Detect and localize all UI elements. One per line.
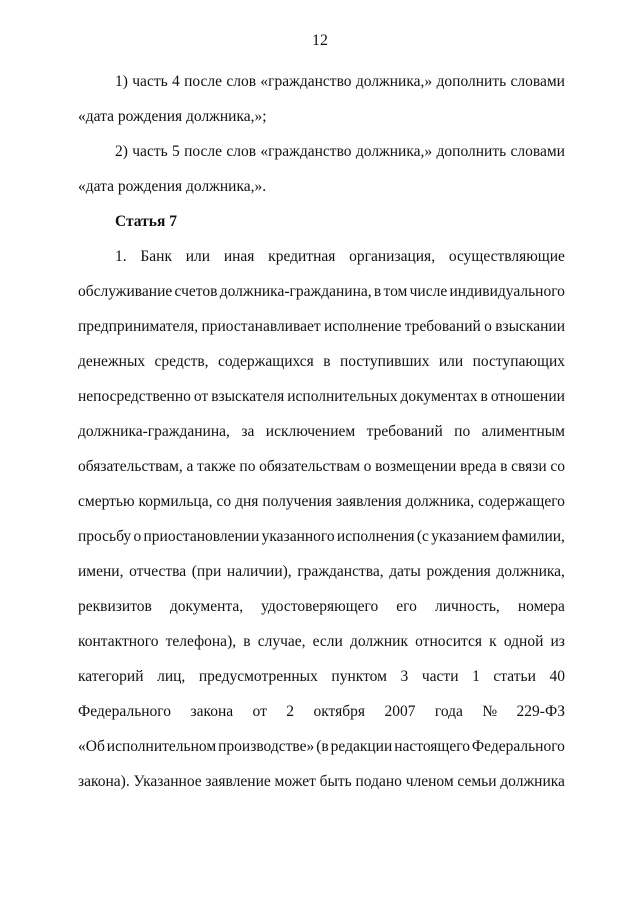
word: предусмотренных [198, 668, 318, 685]
word: документах [400, 388, 478, 405]
word: может [274, 773, 316, 790]
paragraph-line [78, 239, 565, 274]
word: связи [511, 458, 547, 475]
word: индивидуального [449, 283, 565, 300]
word: гражданства, [297, 563, 384, 580]
word: часть [132, 73, 168, 90]
word: 2) [115, 143, 128, 160]
word: слов [226, 73, 257, 90]
word: со [216, 493, 232, 510]
word: исключением [265, 423, 356, 440]
paragraph-line [78, 484, 565, 519]
amendment-item-line [78, 64, 565, 99]
word: кредитная [268, 248, 336, 265]
word: настоящего [394, 738, 470, 755]
word: октября [313, 703, 366, 720]
word: исполнительных [287, 388, 398, 405]
word: после [184, 143, 223, 160]
word: одной [503, 633, 544, 650]
word: 4 [172, 73, 180, 90]
word: о [133, 528, 142, 545]
word: указанием [431, 528, 500, 545]
word: (в [316, 738, 329, 755]
paragraph-line [78, 274, 565, 309]
word: 229-ФЗ [516, 703, 565, 720]
word: должника,» [355, 143, 433, 160]
word: номера [517, 598, 565, 615]
word: о [363, 458, 372, 475]
word: содержащего [478, 493, 565, 510]
word: контактного [78, 633, 159, 650]
word: редакции [330, 738, 393, 755]
word: (при [191, 563, 222, 580]
word: «гражданство [260, 143, 352, 160]
word: содержащихся [217, 353, 314, 370]
word: словами [510, 143, 565, 160]
article-paragraph [78, 239, 565, 799]
word: 40 [549, 668, 565, 685]
word: документа, [169, 598, 244, 615]
word: личность, [434, 598, 500, 615]
word: реквизитов [78, 598, 152, 615]
word: отношении [490, 388, 565, 405]
paragraph-line [78, 554, 565, 589]
amendment-item-line: «дата рождения должника,»; [78, 108, 267, 125]
word: числе [409, 283, 448, 300]
word: от [193, 388, 209, 405]
word: о [484, 318, 492, 335]
word: Банк [140, 248, 172, 265]
word: 1) [115, 73, 128, 90]
word: исполнение [323, 318, 402, 335]
word: приостановлении [143, 528, 260, 545]
word: дополнить [436, 73, 507, 90]
paragraph-line [78, 624, 565, 659]
word: в [323, 353, 331, 370]
word: взыскании [495, 318, 565, 335]
word: (с [416, 528, 429, 545]
word: если [312, 633, 343, 650]
word: даты [389, 563, 421, 580]
word: должника, [496, 563, 565, 580]
word: Федерального [471, 738, 565, 755]
word: алиментным [481, 423, 565, 440]
word: обслуживание [78, 283, 173, 300]
word: из [550, 633, 565, 650]
word: относится [415, 633, 483, 650]
word: должника, [405, 493, 475, 510]
word: лиц, [157, 668, 186, 685]
word: производстве» [218, 738, 315, 755]
word: членом [405, 773, 454, 790]
word: а [186, 458, 194, 475]
word: указанного [261, 528, 335, 545]
paragraph-line [78, 659, 565, 694]
paragraph-line [78, 344, 565, 379]
paragraph-line [78, 694, 565, 729]
word: в [480, 388, 488, 405]
word: должника-гражданина, [219, 283, 372, 300]
word: после [184, 73, 223, 90]
word: дня [235, 493, 259, 510]
document-body [78, 64, 565, 799]
word: непосредственно [78, 388, 191, 405]
word: рождения [426, 563, 491, 580]
word: исполнения [336, 528, 415, 545]
word: в [500, 458, 508, 475]
word: по [239, 458, 256, 475]
word: категорий [78, 668, 144, 685]
word: телефона), [165, 633, 237, 650]
word: приостанавливает [201, 318, 321, 335]
word: «Об [78, 738, 105, 755]
word: обязательствам, [78, 458, 183, 475]
word: в [373, 283, 382, 300]
word: закона [190, 703, 234, 720]
word: слов [226, 143, 257, 160]
word: года [434, 703, 463, 720]
paragraph-line [78, 309, 565, 344]
word: должника,» [355, 73, 433, 90]
word: поступивших [339, 353, 430, 370]
word: организация, [349, 248, 436, 265]
word: 2 [286, 703, 295, 720]
word: со [550, 458, 565, 475]
word: части [421, 668, 459, 685]
word: быть [319, 773, 352, 790]
word: исполнительном [106, 738, 217, 755]
word: «гражданство [260, 73, 352, 90]
word: часть [132, 143, 168, 160]
word: удостоверяющего [261, 598, 379, 615]
word: закона). [78, 773, 130, 790]
word: по [454, 423, 471, 440]
word: 1 [472, 668, 480, 685]
word: 1. [115, 248, 127, 265]
word: отчества [129, 563, 187, 580]
word: подано [355, 773, 402, 790]
word: его [396, 598, 417, 615]
word: статьи [493, 668, 536, 685]
word: 2007 [384, 703, 416, 720]
paragraph-line [78, 414, 565, 449]
word: к [489, 633, 497, 650]
word: или [185, 248, 211, 265]
word: 5 [172, 143, 180, 160]
word: вреда [460, 458, 497, 475]
amendment-list [78, 64, 565, 204]
word: или [438, 353, 464, 370]
word: денежных [78, 353, 146, 370]
word: взыскателя [211, 388, 285, 405]
word: заявления [336, 493, 402, 510]
amendment-item-line: «дата рождения должника,». [78, 178, 267, 195]
word: просьбу [78, 528, 132, 545]
page-number: 12 [312, 32, 328, 49]
word: случае, [257, 633, 306, 650]
word: должника-гражданина, [78, 423, 230, 440]
word: иная [223, 248, 255, 265]
word: Федерального [78, 703, 172, 720]
word: в [243, 633, 251, 650]
word: обязательствам [259, 458, 361, 475]
word: семьи [457, 773, 497, 790]
word: счетов [174, 283, 218, 300]
word: поступающих [472, 353, 565, 370]
word: от [252, 703, 267, 720]
paragraph-line [78, 519, 565, 554]
word: Указанное [133, 773, 202, 790]
amendment-item-line [78, 134, 565, 169]
word: заявление [205, 773, 271, 790]
paragraph-line [78, 379, 565, 414]
word: возмещении [375, 458, 457, 475]
paragraph-line [78, 589, 565, 624]
word: наличии), [226, 563, 292, 580]
word: фамилии, [501, 528, 565, 545]
word: имени, [78, 563, 124, 580]
word: предпринимателя, [78, 318, 199, 335]
word: смертью [78, 493, 135, 510]
paragraph-line [78, 729, 565, 764]
word: требований [404, 318, 481, 335]
word: должник [349, 633, 408, 650]
word: должника [500, 773, 565, 790]
word: словами [510, 73, 565, 90]
word: № [482, 703, 498, 720]
word: средств, [154, 353, 209, 370]
word: 3 [400, 668, 409, 685]
paragraph-line [78, 449, 565, 484]
word: получения [262, 493, 333, 510]
word: также [196, 458, 236, 475]
word: кормильца, [138, 493, 213, 510]
word: том [383, 283, 408, 300]
word: за [241, 423, 255, 440]
paragraph-line [78, 764, 565, 799]
word: требований [366, 423, 443, 440]
word: осуществляющие [448, 248, 565, 265]
word: дополнить [436, 143, 507, 160]
word: пунктом [331, 668, 387, 685]
article-heading: Статья 7 [115, 213, 177, 230]
